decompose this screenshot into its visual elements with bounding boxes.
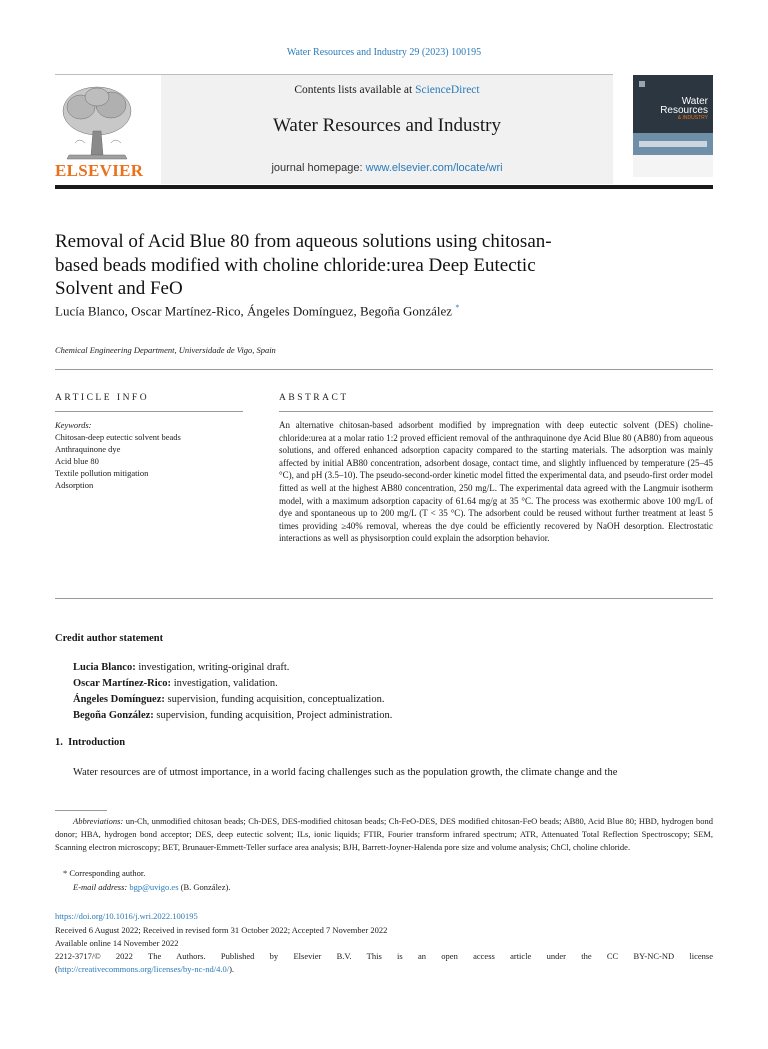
credit-roles: supervision, funding acquisition, Project administration. [153, 710, 393, 721]
corresponding-mark: * [63, 868, 68, 878]
contents-prefix: Contents lists available at [294, 84, 413, 96]
credit-roles: supervision, funding acquisition, conceptualization. [164, 694, 385, 705]
header-thick-rule [55, 185, 713, 189]
abstract-text: An alternative chitosan-based adsorbent modified by impregnation with deep eutectic solvent (DES) choline-chloride:urea at a molar ratio 1:2 proved efficient removal of the anthraquinone dye Acid Blue 80 (AB80) from aqueous solutions, and offered enhanced adsorption capacity compared to the starting materials. The adsorption was mainly affected by initial AB80 concentration, adsorbent dosage, contact time, and slightly influenced by temperature (25–45 °C), and pH (3.5–10). The pseudo-second-order kinetic model fitted the experimental data, and pseudo-first order model fitted as well at the highest AB80 concentration, 250 mg/L. The experimental data agreed with the Langmuir isotherm model, with a maximum adsorption capacity of 61.64 mg/g at 35 °C. The process was exothermic above 100 mg/L of dye and spontaneous up to 200 mg/L (T < 35 °C). The adsorbent could be reused without further treatment at least 5 times providing ≥40% removal, whereas the dye could be efficiently recovered by NaOH desorption. Electrostatic interactions as well as physisorption could explain the adsorption behavior. [279, 420, 713, 544]
credit-roles: investigation, validation. [171, 678, 278, 689]
intro-text: Water resources are of utmost importance, in a world facing challenges such as the population growth, the climate change and the [73, 767, 618, 778]
license-link[interactable]: http://creativecommons.org/licenses/by-nc-nd/4.0/ [57, 964, 230, 974]
keyword-item: Anthraquinone dye [55, 444, 121, 454]
cover-art [633, 75, 713, 177]
credit-entry [73, 676, 713, 692]
author-names: Lucía Blanco, Oscar Martínez-Rico, Ángeles Domínguez, Begoña González [55, 303, 453, 319]
abbreviations-text: un-Ch, unmodified chitosan beads; Ch-DES, DES-modified chitosan beads; Ch-FeO-DES, DES modified chitosan-FeO beads; AB80, Acid Blue 80; HBD, hydrogen bond donor; HBA, hydrogen bond acceptor; DES, deep eutectic solvent; ILs, ionic liquids; FTIR, Fourier transform infrared spectrum; ATR, Attenuated Total Reflection Spectroscopy; SEM, Scanning electron microscopy; BET, Brunauer-Emmett-Teller surface area analysis; BJH, Barrett-Joyner-Halenda pore size and volume analysis; ChCl, choline chloride. [55, 816, 713, 852]
abstract-rule [279, 411, 713, 412]
email-footnote [73, 881, 230, 894]
credit-entry [73, 660, 713, 676]
credit-roles: investigation, writing-original draft. [135, 662, 290, 673]
credit-name: Lucia Blanco: [73, 662, 136, 673]
journal-title: Water Resources and Industry [273, 115, 501, 136]
credit-entry [73, 708, 713, 724]
abbreviations-label: Abbreviations: [73, 816, 124, 826]
keyword-item: Acid blue 80 [55, 456, 99, 466]
email-label: E-mail address: [73, 882, 128, 892]
email-link[interactable]: bgp@uvigo.es [129, 882, 179, 892]
intro-heading: 1. Introduction [55, 737, 126, 748]
credit-name: Begoña González: [73, 710, 154, 721]
license-line: 2212-3717/© 2022 The Authors. Published by Elsevier B.V. This is an open access article under the CC BY-NC-ND license [55, 951, 713, 961]
credit-entry [73, 692, 713, 708]
corresponding-text: Corresponding author. [67, 868, 146, 878]
abstract-bottom-rule [55, 598, 713, 599]
cover-title-1: Water [681, 96, 708, 107]
doi-link[interactable]: https://doi.org/10.1016/j.wri.2022.100195 [55, 911, 198, 921]
article-info-rule [55, 411, 243, 412]
article-info-heading: ARTICLE INFO [55, 393, 150, 403]
keywords-label: Keywords: [55, 420, 92, 430]
elsevier-wordmark: ELSEVIER [55, 161, 144, 180]
header-top-rule [55, 74, 613, 75]
footnote-rule [55, 810, 107, 811]
journal-cover-thumbnail[interactable] [633, 75, 713, 177]
abbreviations-footnote [55, 815, 713, 854]
keyword-item: Textile pollution mitigation [55, 468, 149, 478]
article-title: Removal of Acid Blue 80 from aqueous solutions using chitosan-based beads modified with choline chloride:urea Deep Eutectic Solvent and FeO [55, 231, 552, 299]
license-link-line: (http://creativecommons.org/licenses/by-nc-nd/4.0/). [55, 964, 235, 974]
credit-name: Ángeles Domínguez: [73, 694, 165, 705]
affiliation: Chemical Engineering Department, Universidade de Vigo, Spain [55, 345, 276, 355]
keyword-item: Adsorption [55, 480, 94, 490]
homepage-prefix: journal homepage: [271, 162, 363, 174]
info-top-rule [55, 369, 713, 370]
corresponding-footnote [63, 867, 145, 880]
license-end: ). [229, 964, 235, 974]
credit-heading: Credit author statement [55, 633, 164, 644]
credit-list [73, 660, 713, 724]
cover-title-2: Resources [660, 105, 708, 116]
keyword-item: Chitosan-deep eutectic solvent beads [55, 432, 181, 442]
corresponding-author-mark[interactable]: * [455, 303, 460, 312]
homepage-line [161, 162, 613, 174]
homepage-link[interactable]: www.elsevier.com/locate/wri [365, 162, 503, 174]
sciencedirect-link[interactable]: ScienceDirect [415, 84, 480, 96]
email-suffix: (B. González). [178, 882, 231, 892]
journal-reference[interactable]: Water Resources and Industry 29 (2023) 100195 [286, 47, 482, 58]
keywords-block [55, 419, 245, 491]
cover-title-3: & INDUSTRY [677, 115, 708, 121]
credit-name: Oscar Martínez-Rico: [73, 678, 172, 689]
abstract-heading: ABSTRACT [279, 393, 349, 403]
contents-line [161, 84, 613, 96]
received-dates: Received 6 August 2022; Received in revised form 31 October 2022; Accepted 7 November 2022 [55, 925, 388, 935]
author-line [55, 303, 459, 319]
available-online: Available online 14 November 2022 [55, 938, 179, 948]
